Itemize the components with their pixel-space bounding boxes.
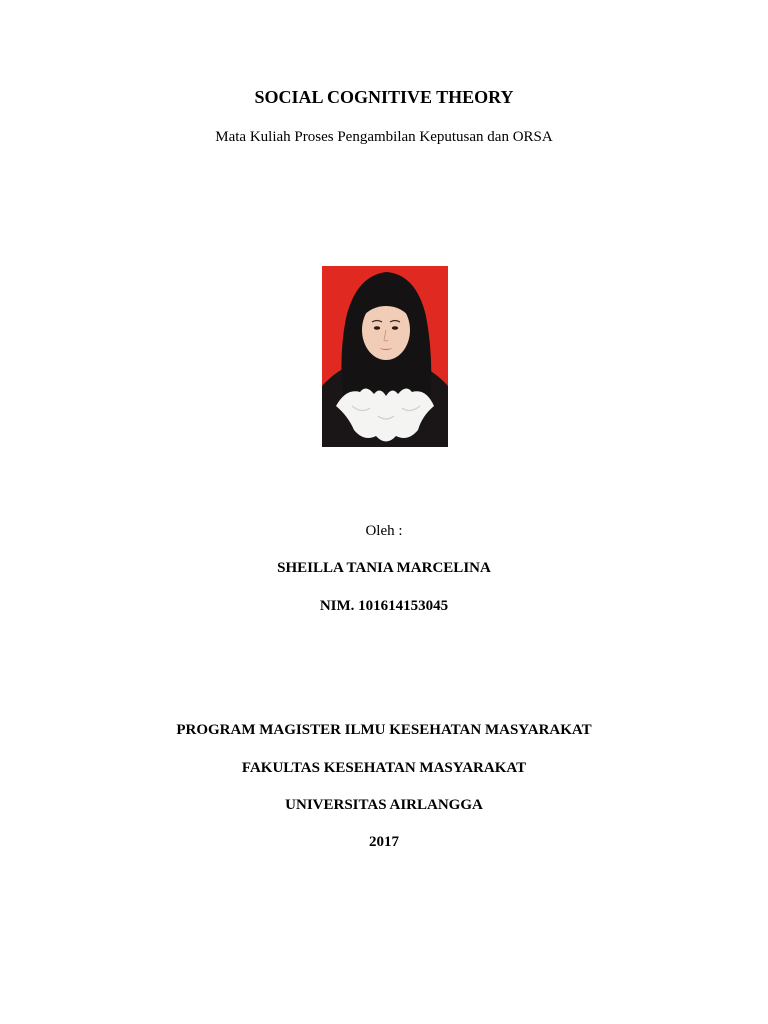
author-portrait-photo	[322, 266, 448, 447]
program-name: PROGRAM MAGISTER ILMU KESEHATAN MASYARAKAT	[176, 722, 592, 738]
author-name: SHEILLA TANIA MARCELINA	[277, 560, 491, 576]
university-name: UNIVERSITAS AIRLANGGA	[285, 797, 483, 813]
student-id: NIM. 101614153045	[319, 598, 449, 614]
course-subtitle: Mata Kuliah Proses Pengambilan Keputusan dan ORSA	[215, 129, 553, 145]
document-title: SOCIAL COGNITIVE THEORY	[254, 87, 514, 107]
by-label: Oleh :	[365, 523, 403, 539]
document-year: 2017	[369, 834, 399, 850]
faculty-name: FAKULTAS KESEHATAN MASYARAKAT	[241, 760, 527, 776]
